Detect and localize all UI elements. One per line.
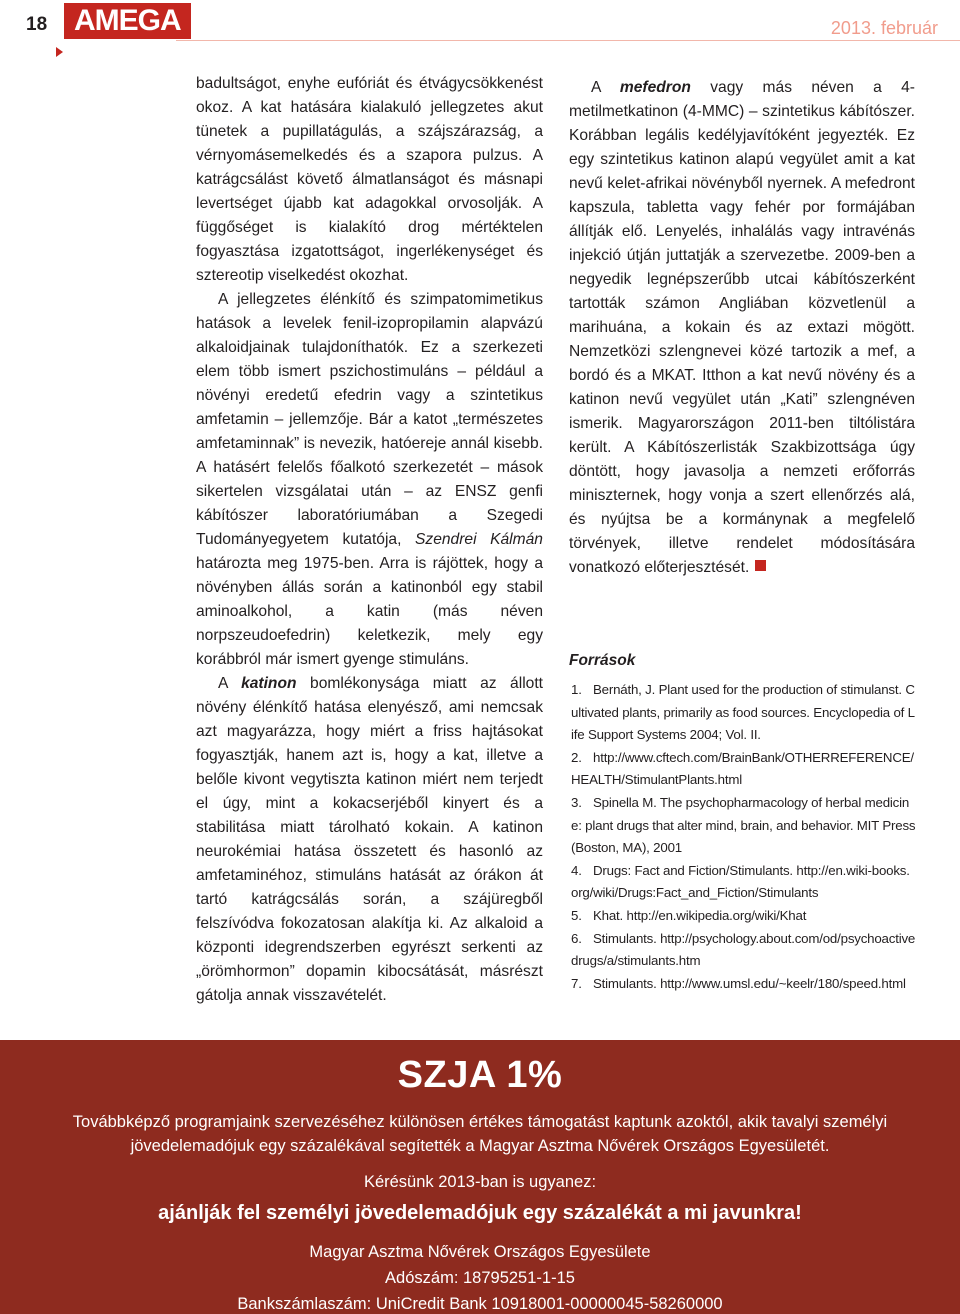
paragraph bbox=[196, 672, 543, 1008]
banner-request: Kérésünk 2013-ban is ugyanez: bbox=[363, 1173, 597, 1191]
source-item bbox=[571, 973, 916, 996]
page-header bbox=[0, 0, 960, 46]
article-end-square-icon bbox=[755, 560, 766, 571]
paragraph-text: vagy más néven a 4-metilmetkatinon (4-MMC) – szintetikus kábítószer. Korábban legális kedélyjavítóként jegyezték. Ez egy szintetikus katinon alapú vegyület amit a kat nevű kelet-afrikai növényből nyernek. A mefedront kapszula, tabletta vagy fehér por formájában állítják elő. Lenyelés, inhalálás vagy intravénás injekció útján juttatják a szervezetbe. 2009-ben a negyedik legnépszerűbb utcai kábítószerként tartották számon Angliában közvetlenül a marihuána, a kokain és az extazi mögött. Nemzetközi szlengnevei közé tartozik a mef, a bordó és a MKAT. Itthon a kat nevű növény és a katinon nevű vegyület után „Kati” szlengnéven ismerik. Magyarországon 2011-ben tiltólistára került. A Kábítószerlisták Szakbizottsága úgy döntött, hogy javasolja a nemzeti erőforrás miniszternek, hogy vonja a szert ellenőrzés alá, és nyújtsa be a kormánynak a megfelelő törvények, illetve rendelet módosítására vonatkozó előterjesztését. bbox=[569, 79, 915, 576]
source-item bbox=[571, 860, 916, 905]
source-text: Stimulants. http://psychology.about.com/od/psychoactive drugs/a/stimulants.htm bbox=[571, 930, 916, 969]
source-number: 6. bbox=[571, 930, 582, 946]
paragraph bbox=[569, 76, 915, 580]
magazine-logo: AMEGA bbox=[64, 3, 191, 39]
szja-banner bbox=[0, 1040, 960, 1314]
term-mefedron: mefedron bbox=[619, 79, 691, 96]
banner-call-to-action: ajánlják fel személyi jövedelemadójuk egy százalékát a mi javunkra! bbox=[158, 1202, 802, 1224]
organization-name: Magyar Asztma Nővérek Országos Egyesülete bbox=[309, 1243, 651, 1261]
right-column bbox=[569, 76, 915, 580]
source-item bbox=[571, 905, 916, 928]
source-text: Bernáth, J. Plant used for the production of stimulanst. Cultivated plants, primarily as food sources. Encyclopedia of Life Support Systems 2004; Vol. II. bbox=[571, 682, 915, 743]
source-text: http://www.cftech.com/BrainBank/OTHERREFERENCE/HEALTH/StimulantPlants.html bbox=[571, 749, 914, 788]
paragraph-text: bomlékonysága miatt az állott növény élénkítő hatása elenyésző, ami nemcsak azt magyarázza, hogy miért a friss hajtásokat fogyasztják, hanem azt is, hogy a kat, illetve a belőle kivont vegytiszta katinon miért nem terjedt el úgy, mint a kokacserjéből kinyert és a stabilitása miatt tárolható kokain. A katinon neurokémiai hatása összetett és hasonló az amfetaminéhoz, stimuláns hatását az órákon át tartó katrágcsálás során, a szájüregből felszívódva fokozatosan alakítja ki. Az alkaloid a központi idegrendszerben egyrészt serkenti az „örömhormon” dopamin kibocsátását, másrészt gátolja annak visszavételét. bbox=[196, 675, 543, 1004]
paragraph-text: A bbox=[218, 675, 242, 692]
page-number: 18 bbox=[26, 14, 48, 35]
issue-date: 2013. február bbox=[830, 18, 938, 38]
bank-account: Bankszámlaszám: UniCredit Bank 10918001-00000045-58260000 bbox=[237, 1295, 723, 1313]
paragraph-text: A bbox=[591, 79, 620, 96]
source-number: 2. bbox=[571, 749, 582, 765]
source-item bbox=[571, 792, 916, 860]
source-text: Khat. http://en.wikipedia.org/wiki/Khat bbox=[593, 907, 807, 923]
tax-number: Adószám: 18795251-1-15 bbox=[385, 1269, 575, 1287]
paragraph bbox=[196, 288, 543, 672]
paragraph-text: A jellegzetes élénkítő és szimpatomimetikus hatások a levelek fenil-izopropilamin alapvázú alkaloidjainak tulajdoníthatók. Ez a szerkezeti elem több ismert pszichostimuláns – például a növényi eredetű efedrin vagy a szintetikus amfetamin – jellemzője. Bár a katot „természetes amfetaminnak” is nevezik, hatóereje annál kisebb. A hatásért felelős főalkotó szerkezetét – mások sikertelen vizsgálatai után – az ENSZ genfi kábítószer laboratóriumában a Szegedi Tudományegyetem kutatója, bbox=[196, 291, 543, 548]
source-text: Spinella M. The psychopharmacology of herbal medicine: plant drugs that alter mind, brain, and behavior. MIT Press (Boston, MA), 2001 bbox=[571, 794, 916, 856]
source-item bbox=[571, 679, 916, 747]
source-item bbox=[571, 747, 916, 792]
source-text: Stimulants. http://www.umsl.edu/~keelr/180/speed.html bbox=[593, 975, 906, 991]
header-divider bbox=[176, 40, 960, 41]
paragraph-text: határozta meg 1975-ben. Arra is rájöttek, hogy a növényben állás során a katinonból egy stabil aminoalkohol, a katin (más néven norpszeudoefedrin) keletkezik, mely egy korábbról már ismert gyenge stimuláns. bbox=[196, 555, 543, 668]
sources-heading: Források bbox=[569, 652, 636, 669]
left-column bbox=[196, 72, 543, 1008]
source-text: Drugs: Fact and Fiction/Stimulants. http://en.wiki-books.org/wiki/Drugs:Fact_and_Fiction/Stimulants bbox=[571, 862, 910, 901]
banner-text: Továbbképző programjaink szervezéséhez különösen értékes támogatást kaptunk azoktól, akik tavalyi személyi jövedelemadójuk egy százalékával segítették a Magyar Asztma Nővérek Országos Egyesületét. bbox=[72, 1113, 888, 1155]
source-number: 7. bbox=[571, 975, 582, 991]
source-number: 3. bbox=[571, 794, 582, 810]
paragraph: badultságot, enyhe eufóriát és étvágycsökkenést okoz. A kat hatására kialakuló jellegzetes akut tünetek a pupillatágulás, a szájszárazság, a vérnyomásemelkedés és a szapora pulzus. A katrágcsálást követő álmatlanságot és másnapi levertséget újabb kat adagokkal orvosolják. A függőséget is kialakító drog mértéktelen fogyasztása izgatottságot, ingerlékenységet és sztereotip viselkedést okozhat. bbox=[196, 75, 543, 284]
source-item bbox=[571, 928, 916, 973]
banner-title: SZJA 1% bbox=[397, 1054, 563, 1096]
source-number: 1. bbox=[571, 682, 582, 697]
sources-list bbox=[571, 679, 916, 995]
term-katinon: katinon bbox=[241, 675, 297, 692]
researcher-name: Szendrei Kálmán bbox=[415, 531, 543, 548]
source-number: 4. bbox=[571, 862, 582, 878]
triangle-marker-icon bbox=[56, 47, 63, 57]
source-number: 5. bbox=[571, 907, 582, 923]
